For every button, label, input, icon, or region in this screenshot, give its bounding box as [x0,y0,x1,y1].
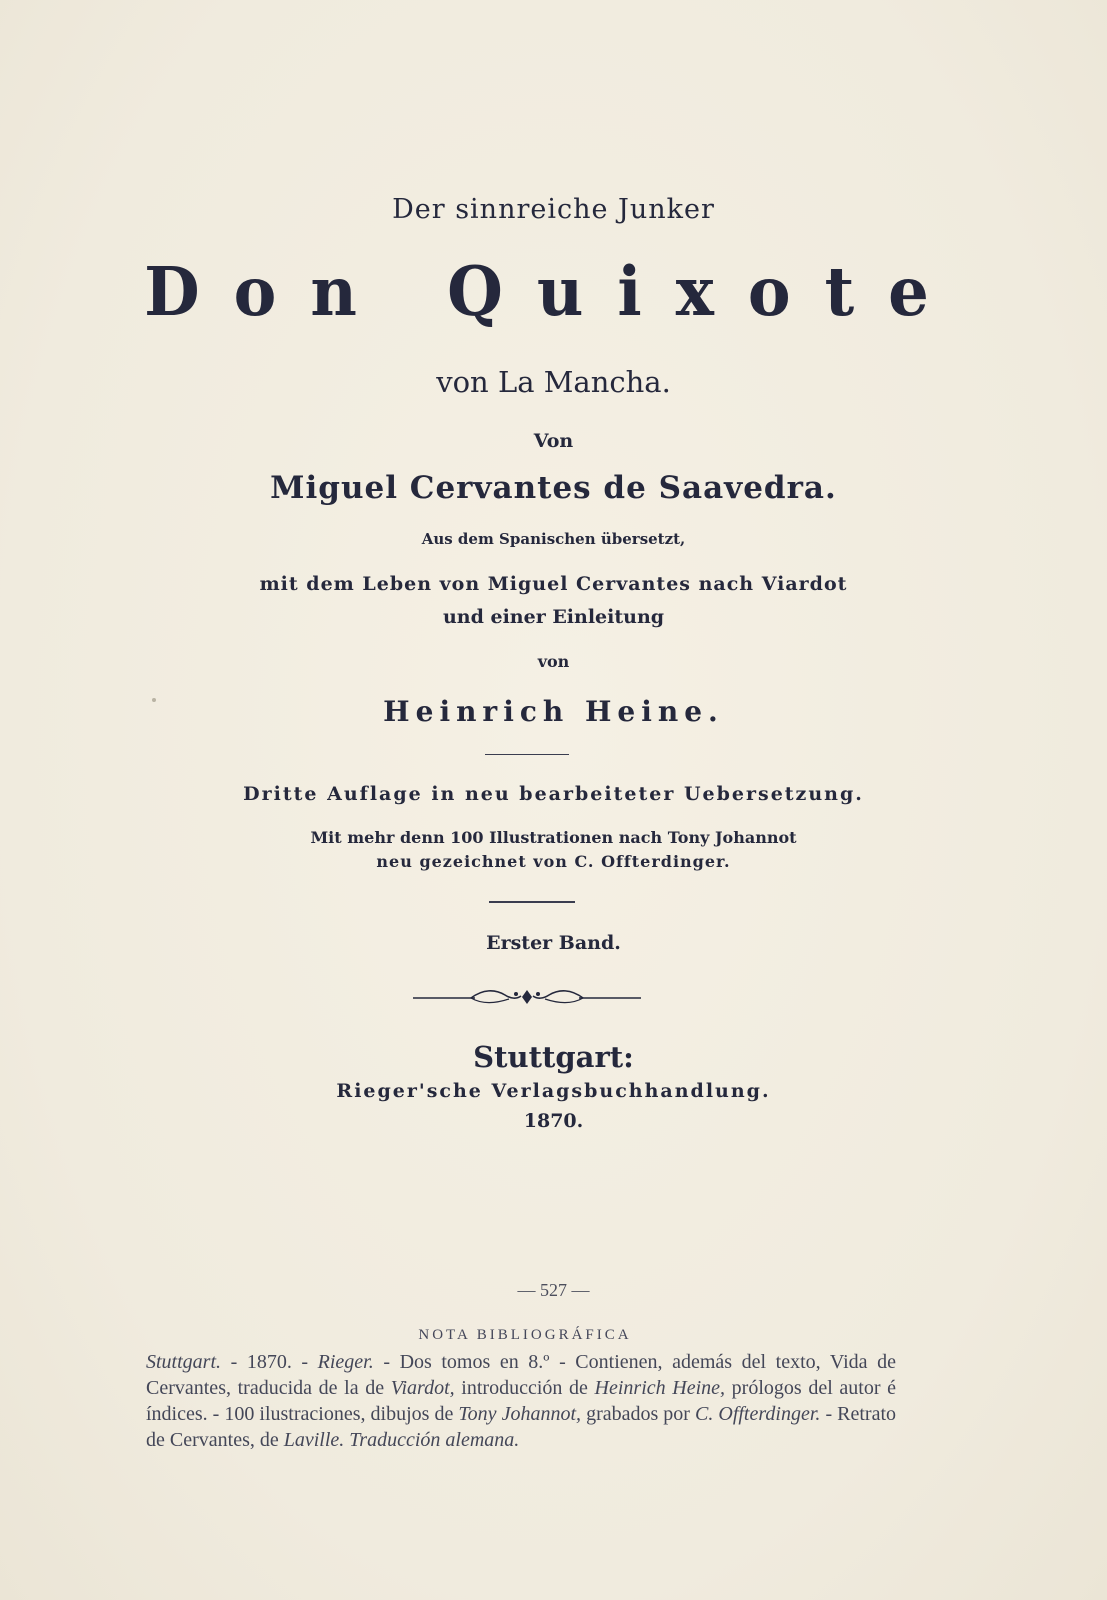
page-number: — 527 — [517,1280,590,1300]
ornament-flourish [413,985,641,1009]
divider-rule-2 [489,901,575,903]
illustrations-line-1: Mit mehr denn 100 Illustrationen nach Tony Johannot [310,828,797,847]
author-name: Miguel Cervantes de Saavedra. [270,470,837,506]
nota-segment: introducción de [454,1377,595,1399]
publisher: Rieger'sche Verlagsbuchhandlung. [336,1080,771,1102]
volume-label: Erster Band. [486,932,621,954]
nota-segment: - 1870. - [221,1351,318,1373]
edition-line: Dritte Auflage in neu bearbeiteter Uebersetzung. [243,783,864,805]
nota-segment: grabados por [581,1403,695,1425]
nota-segment: Heinrich Heine, [594,1377,726,1399]
by-label: Von [533,430,574,452]
nota-segment: Rieger. [317,1351,374,1373]
illustrations-line-2: neu gezeichnet von C. Offterdinger. [376,852,731,871]
nota-segment: - Dos tomos en 8.º - Contienen, además del texto, Vida de Cervantes, traducida de la de [146,1351,896,1399]
nota-heading: NOTA BIBLIOGRÁFICA [418,1327,632,1343]
nota-segment: - Retrato de Cervantes, de [146,1403,897,1451]
nota-segment: Viardot, [390,1377,455,1399]
publication-city: Stuttgart: [473,1040,634,1074]
nota-segment: Tony Johannot, [458,1403,582,1425]
nota-segment: Traducción alemana. [349,1429,520,1451]
introducer-name: Heinrich Heine. [383,695,724,728]
nota-segment: Stuttgart. [146,1351,222,1373]
translation-note: Aus dem Spanischen übersetzt, [421,530,686,548]
paper-speck [152,698,156,702]
introduction-line: und einer Einleitung [442,606,665,628]
bibliographic-note [146,1349,896,1453]
nota-segment: C. Offterdinger. [695,1403,821,1425]
publication-year: 1870. [523,1110,584,1132]
main-title: Don Quixote [144,253,963,332]
subtitle: von La Mancha. [436,365,671,399]
life-line: mit dem Leben von Miguel Cervantes nach Viardot [259,573,848,595]
divider-rule [485,754,569,755]
title-line-junker: Der sinnreiche Junker [392,194,715,225]
nota-segment: Laville. [283,1429,345,1451]
nota-segment: prólogos del autor é índices. - 100 ilustraciones, dibujos de [146,1377,897,1425]
by-label-2: von [537,652,570,671]
